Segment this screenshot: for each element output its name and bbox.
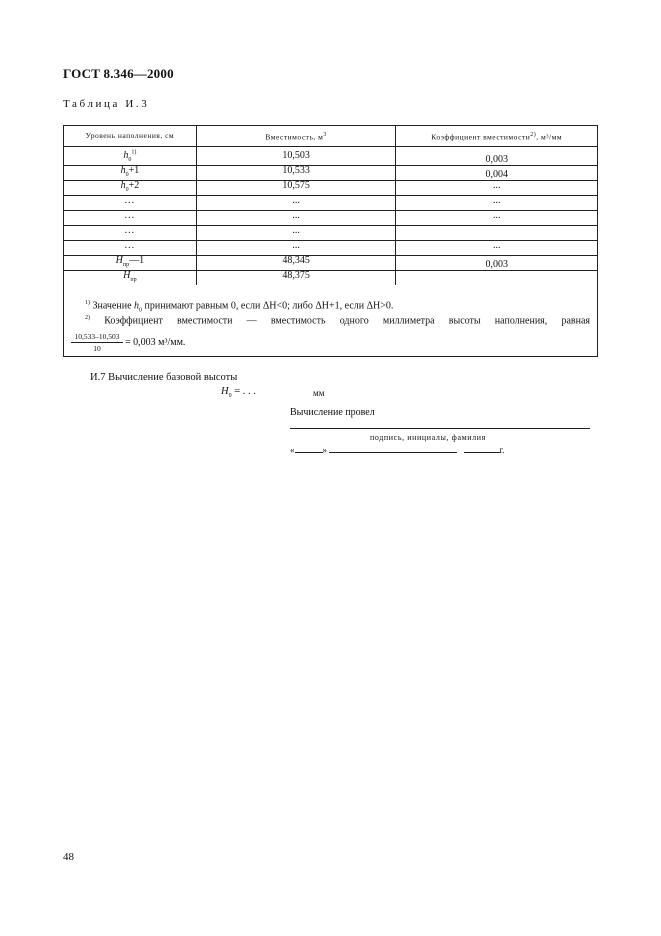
volume-cell: ... (196, 241, 396, 256)
coefficient-cell: ... (396, 181, 598, 196)
calculated-by-label: Вычисление провел (290, 407, 375, 418)
level-cell: $h_0+1$ (64, 166, 197, 181)
table-row (64, 151, 598, 166)
header-volume: Вместимость, м$^3$ (196, 126, 396, 147)
coefficient-cell (396, 226, 598, 241)
header-level: Уровень наполнения, см (64, 126, 197, 147)
table-row (64, 271, 598, 286)
volume-cell: ... (196, 196, 396, 211)
date-line: « » г. (290, 445, 505, 455)
table-row (64, 226, 598, 241)
table-row (64, 181, 598, 196)
table-row (64, 196, 598, 211)
volume-cell: 48,345 (196, 256, 396, 271)
footnote-1: $^{1)}$ Значение $h_0$ принимают равным 0, если ΔH<0; либо ΔH+1, если ΔH>0. (85, 300, 394, 314)
section-heading: И.7 Вычисление базовой высоты (90, 372, 238, 383)
coefficient-cell: 0,003 (396, 151, 598, 166)
fraction-denominator: 10 (93, 344, 101, 353)
table-row (64, 241, 598, 256)
volume-cell: ... (196, 211, 396, 226)
volume-cell: 48,375 (196, 271, 396, 286)
coefficient-cell: 0,004 (396, 166, 598, 181)
volume-cell: 10,533 (196, 166, 396, 181)
level-cell: $H_{пр}—1$ (64, 256, 197, 271)
coefficient-cell (396, 271, 598, 286)
page-number: 48 (63, 851, 74, 863)
table-row (64, 166, 598, 181)
table-row (64, 211, 598, 226)
footnote-2: $^{2)}$ Коэффициент вместимости — вместимость одного миллиметра высоты наполнения, равная (85, 315, 590, 327)
fraction-bar (71, 342, 123, 343)
level-cell: ... (64, 226, 197, 241)
document-title: ГОСТ 8.346—2000 (63, 66, 174, 81)
unit-label: мм (313, 388, 325, 398)
fraction-result: = 0,003 м³/мм. (125, 337, 186, 348)
coefficient-cell: ... (396, 196, 598, 211)
volume-cell: 10,503 (196, 151, 396, 166)
table-caption: Таблица И.3 (63, 98, 150, 110)
capacity-table (63, 125, 598, 285)
volume-cell: ... (196, 226, 396, 241)
table-notes (63, 292, 598, 357)
header-coefficient: Коэффициент вместимости$^{2)}$, м³/мм (396, 126, 598, 147)
signature-caption: подпись, инициалы, фамилия (370, 433, 486, 442)
coefficient-cell: ... (396, 241, 598, 256)
level-cell: $h_0^{1)}$ (64, 151, 197, 166)
fraction-numerator: 10,533–10,503 (74, 332, 120, 341)
level-cell: $h_0+2$ (64, 181, 197, 196)
volume-cell: 10,575 (196, 181, 396, 196)
level-cell: ... (64, 211, 197, 226)
coefficient-cell: 0,003 (396, 256, 598, 271)
signature-line (290, 428, 590, 429)
level-cell: ... (64, 241, 197, 256)
level-cell: $H_{пр}$ (64, 271, 197, 286)
coefficient-cell: ... (396, 211, 598, 226)
base-height-formula: $H_0$ = . . . (221, 386, 256, 400)
level-cell: ... (64, 196, 197, 211)
table-row (64, 256, 598, 271)
